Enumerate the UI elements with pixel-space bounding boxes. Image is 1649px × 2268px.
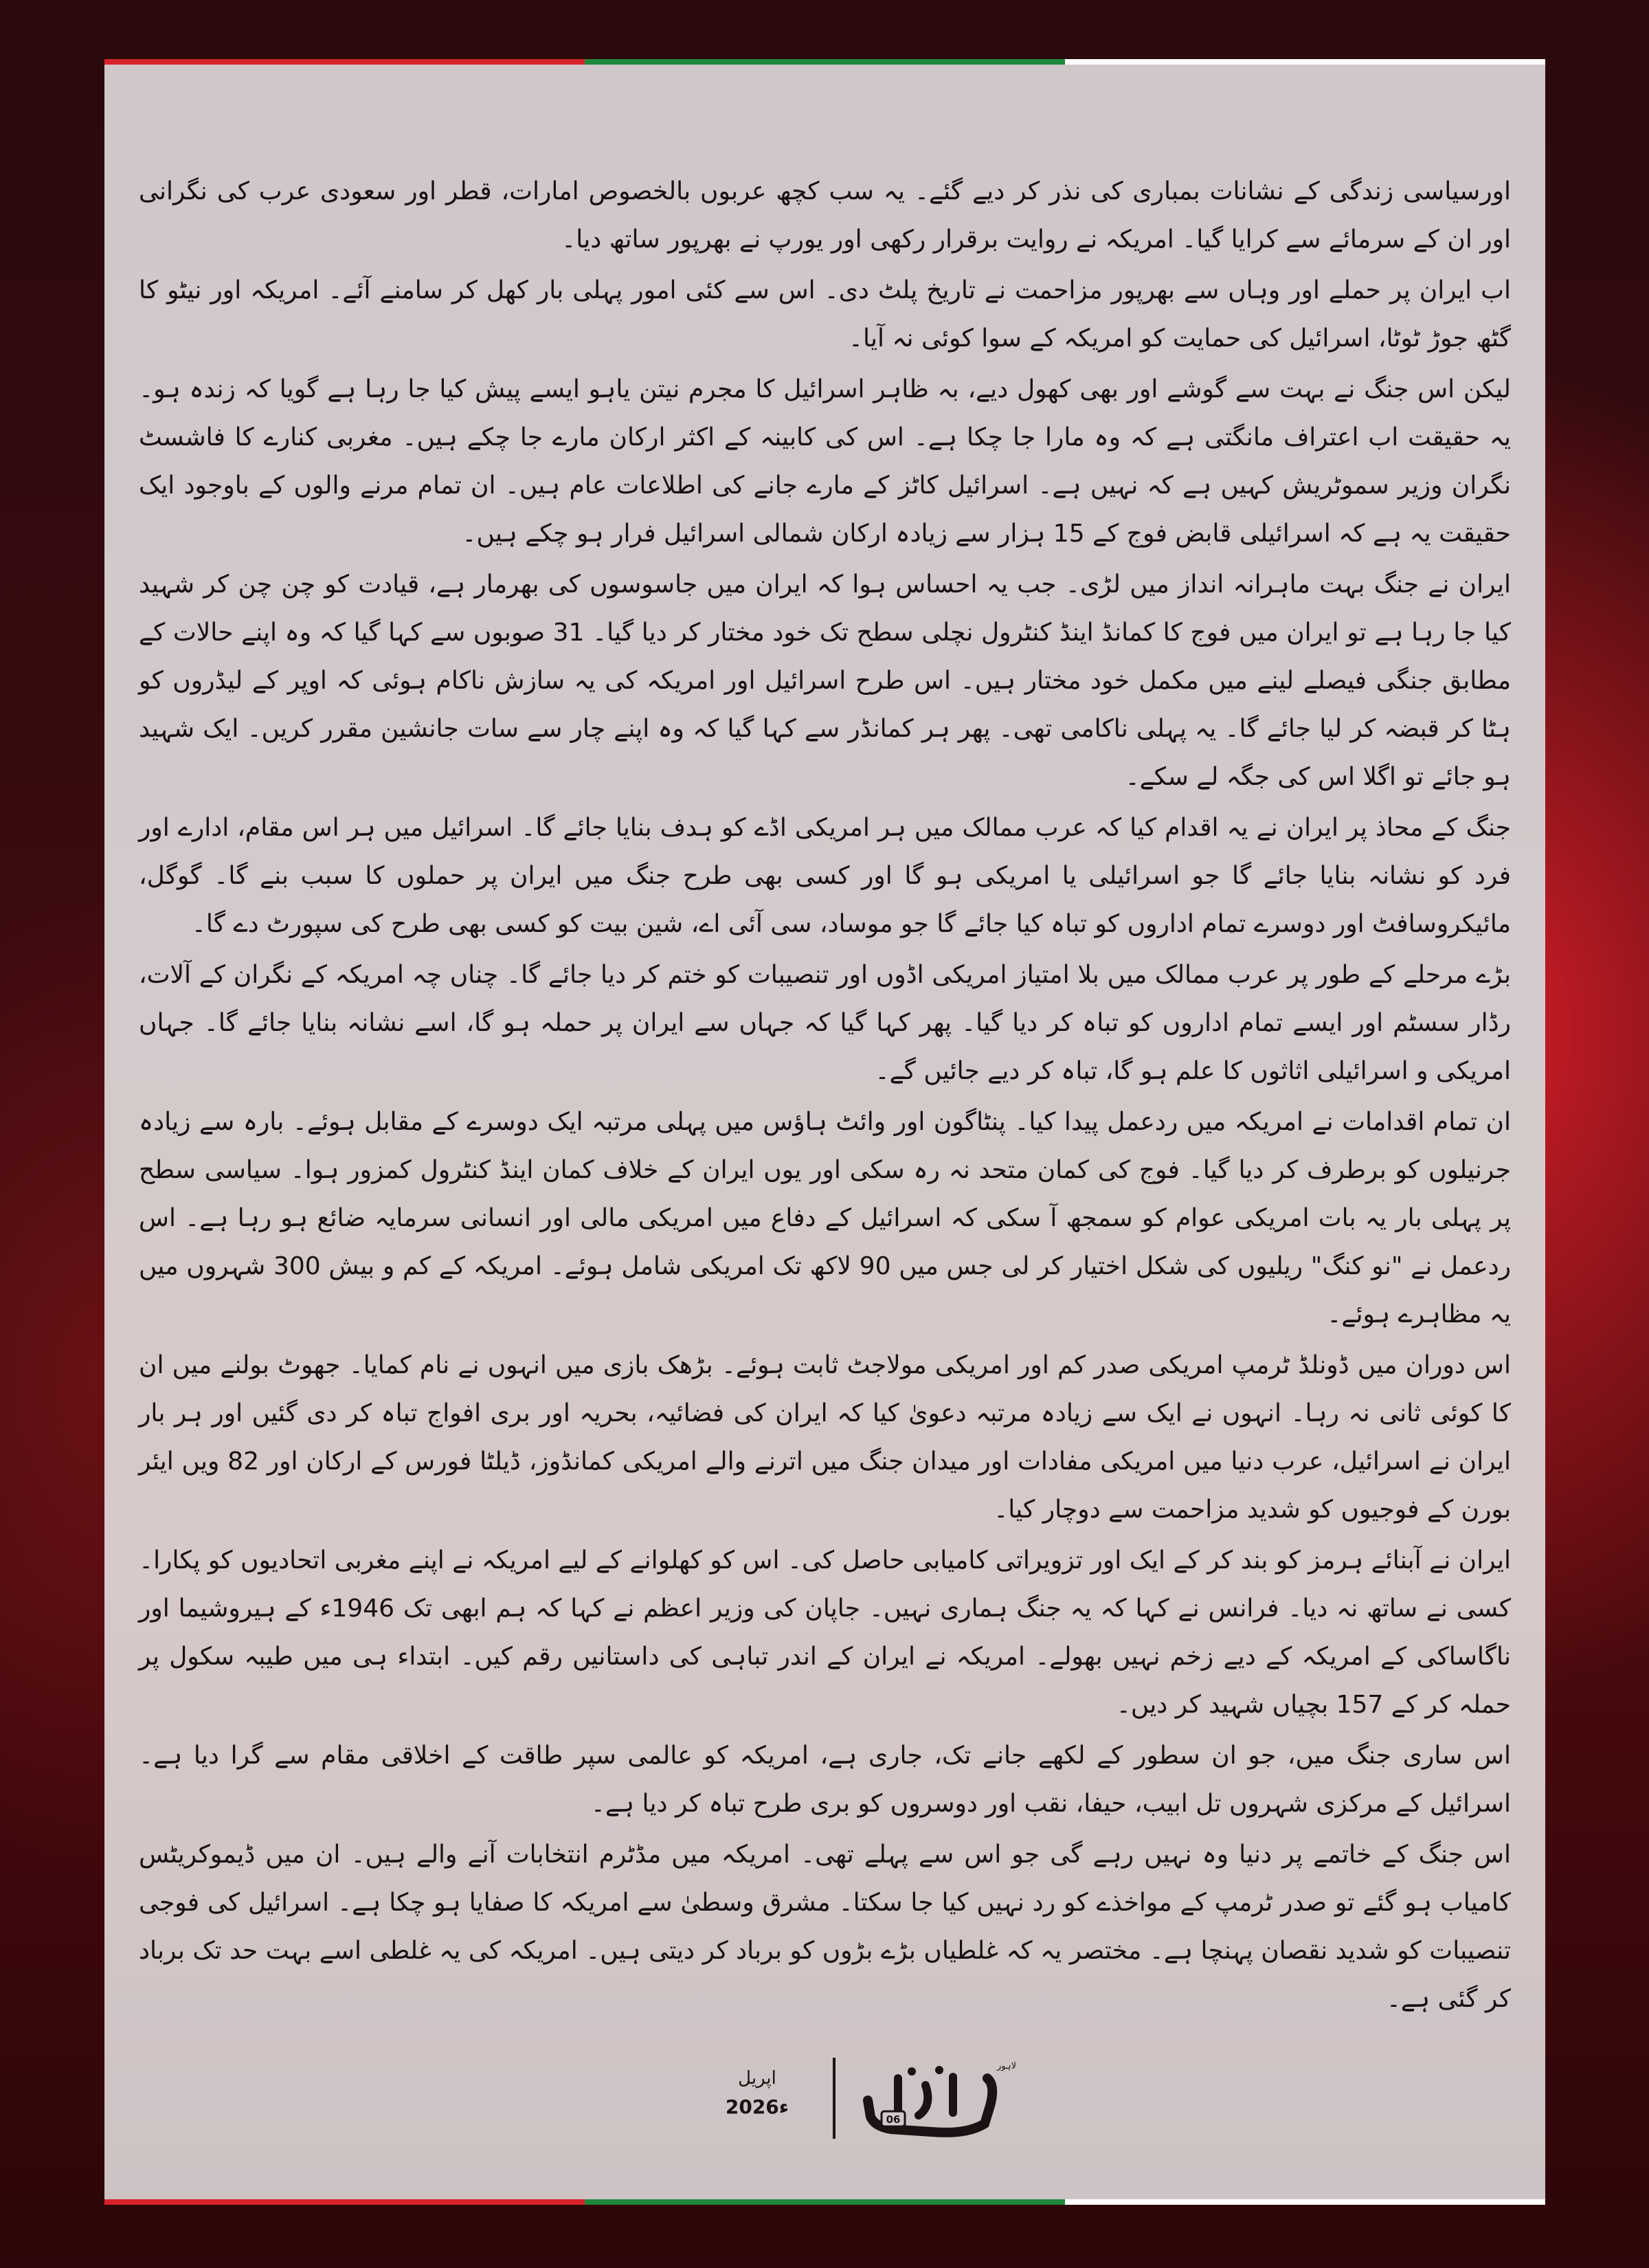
paragraph-1: اورسیاسی زندگی کے نشانات بمباری کی نذر کر دیے گئے۔ یہ سب کچھ عربوں بالخصوص امارات، قطر اور سعودی عرب کی نگرانی اور ان کے سرمائے سے کرایا گیا۔ امریکہ نے روایت برقرار رکھی اور یورپ نے بھرپور ساتھ دیا۔ [139, 177, 1511, 254]
paragraph-6: بڑے مرحلے کے طور پر عرب ممالک میں بلا امتیاز امریکی اڈوں اور تنصیبات کو ختم کر دیا جائے گا۔ چناں چہ امریکہ کے نگران کے آلات، رڈار سسٹم اور ایسے تمام اداروں کو تباہ کر دیا گیا۔ پھر کہا گیا کہ جہاں سے ایران پر حملہ ہو گا، اسے نشانہ بنایا جائے گا۔ جہاں امریکی و اسرائیلی اثاثوں کا علم ہو گا، تباہ کر دیے جائیں گے۔ [139, 961, 1511, 1085]
issue-date [695, 2065, 819, 2122]
issue-year: 2026ء [725, 2095, 789, 2118]
top-flag-stripe [104, 59, 1545, 65]
issue-month: اپریل [738, 2068, 776, 2089]
paragraph-2: اب ایران پر حملے اور وہاں سے بھرپور مزاحمت نے تاریخ پلٹ دی۔ اس سے کئی امور پہلی بار کھل کر سامنے آئے۔ امریکہ اور نیٹو کا گٹھ جوڑ ٹوٹا، اسرائیل کی حمایت کو امریکہ کے سوا کوئی نہ آیا۔ [139, 276, 1511, 353]
paragraph-8: اس دوران میں ڈونلڈ ٹرمپ امریکی صدر کم اور امریکی مولاجٹ ثابت ہوئے۔ بڑھک بازی میں انہوں نے نام کمایا۔ جھوٹ بولنے میں ان کا کوئی ثانی نہ رہا۔ انہوں نے ایک سے زیادہ مرتبہ دعویٰ کیا کہ ایران کی فضائیہ، بحریہ اور بری افواج تباہ کر دی گئیں اور ہر بار ایران نے اسرائیل، عرب دنیا میں امریکی مفادات اور میدان جنگ میں اترنے والے امریکی کمانڈوز، ڈیلٹا فورس کے ارکان اور 82 ویں ایئر بورن کے فوجیوں کو شدید مزاحمت سے دوچار کیا۔ [139, 1351, 1511, 1524]
paragraph-11: اس جنگ کے خاتمے پر دنیا وہ نہیں رہے گی جو اس سے پہلے تھی۔ امریکہ میں مڈٹرم انتخابات آنے والے ہیں۔ ان میں ڈیموکریٹس کامیاب ہو گئے تو صدر ٹرمپ کے مواخذے کو رد نہیں کیا جا سکتا۔ مشرق وسطیٰ سے امریکہ کا صفایا ہو چکا ہے۔ اسرائیل کی فوجی تنصیبات کو شدید نقصان پہنچا ہے۔ مختصر یہ کہ غلطیاں بڑے بڑوں کو برباد کر دیتی ہیں۔ امریکہ کی یہ غلطی اسے بہت حد تک برباد کر گئی ہے۔ [139, 1841, 1511, 2013]
article-body [139, 168, 1511, 2023]
page-footer [104, 2037, 1545, 2168]
paragraph-5: جنگ کے محاذ پر ایران نے یہ اقدام کیا کہ عرب ممالک میں ہر امریکی اڈے کو ہدف بنایا جائے گا۔ اسرائیل میں ہر اس مقام، ادارے اور فرد کو نشانہ بنایا جائے گا جو اسرائیلی یا امریکی ہو گا اور کسی بھی طرح جنگ میں ایران پر حملوں کا سبب بنے گا۔ گوگل، مائیکروسافٹ اور دوسرے تمام اداروں کو تباہ کیا جائے گا جو موساد، سی آئی اے، شین بیت کو کسی بھی طرح کی سپورٹ دے گا۔ [139, 814, 1511, 938]
paragraph-7: ان تمام اقدامات نے امریکہ میں ردعمل پیدا کیا۔ پنٹاگون اور وائٹ ہاؤس میں پہلی مرتبہ ایک دوسرے کے مقابل ہوئے۔ بارہ سے زیادہ جرنیلوں کو برطرف کر دیا گیا۔ فوج کی کمان متحد نہ رہ سکی اور یوں ایران کے خلاف کمان اینڈ کنٹرول کمزور ہوا۔ سیاسی سطح پر پہلی بار یہ بات امریکی عوام کو سمجھ آ سکی کہ اسرائیل کے دفاع میں امریکی مالی اور انسانی سرمایہ ضائع ہو رہا ہے۔ اس ردعمل نے "نو کنگ" ریلیوں کی شکل اختیار کر لی جس میں 90 لاکھ تک امریکی شامل ہوئے۔ امریکہ کے کم و بیش 300 شہروں میں یہ مظاہرے ہوئے۔ [139, 1108, 1511, 1328]
footer-divider [833, 2058, 835, 2139]
logo-city: لاہور [997, 2061, 1017, 2071]
paragraph-10: اس ساری جنگ میں، جو ان سطور کے لکھے جانے تک، جاری ہے، امریکہ کو عالمی سپر طاقت کے اخلاقی مقام سے گرا دیا ہے۔ اسرائیل کے مرکزی شہروں تل ابیب، حیفا، نقب اور دوسروں کو بری طرح تباہ کر دیا ہے۔ [139, 1742, 1512, 1818]
bottom-flag-stripe [104, 2199, 1545, 2205]
paragraph-9: ایران نے آبنائے ہرمز کو بند کر کے ایک اور تزویراتی کامیابی حاصل کی۔ اس کو کھلوانے کے لیے امریکہ نے اپنے مغربی اتحادیوں کو پکارا۔ کسی نے ساتھ نہ دیا۔ فرانس نے کہا کہ یہ جنگ ہماری نہیں۔ جاپان کی وزیر اعظم نے کہا کہ ہم ابھی تک 1946ء کے ہیروشیما اور ناگاساکی کے امریکہ کے دیے زخم نہیں بھولے۔ امریکہ نے ایران کے اندر تباہی کی داستانیں رقم کیں۔ ابتداء ہی میں طیبہ سکول پر حملہ کر کے 157 بچیاں شہید کر دیں۔ [139, 1546, 1511, 1719]
paragraph-4: ایران نے جنگ بہت ماہرانہ انداز میں لڑی۔ جب یہ احساس ہوا کہ ایران میں جاسوسوں کی بھرمار ہے، قیادت کو چن چن کر شہید کیا جا رہا ہے تو ایران میں فوج کا کمانڈ اینڈ کنٹرول نچلی سطح تک خود مختار کر دیا گیا۔ 31 صوبوں سے کہا گیا کہ وہ اپنے حالات کے مطابق جنگی فیصلے لینے میں مکمل خود مختار ہیں۔ اس طرح اسرائیل اور امریکہ کی یہ سازش ناکام ہوئی کہ اوپر کے لیڈروں کو ہٹا کر قبضہ کر لیا جائے گا۔ یہ پہلی ناکامی تھی۔ پھر ہر کمانڈر سے کہا گیا کہ وہ اپنے چار سے سات جانشین مقرر کریں۔ ایک شہید ہو جائے تو اگلا اس کی جگہ لے سکے۔ [139, 570, 1511, 791]
paragraph-3: لیکن اس جنگ نے بہت سے گوشے اور بھی کھول دیے، بہ ظاہر اسرائیل کا مجرم نیتن یاہو ایسے پیش کیا جا رہا ہے گویا کہ زندہ ہو۔ یہ حقیقت اب اعتراف مانگتی ہے کہ وہ مارا جا چکا ہے۔ اس کی کابینہ کے اکثر ارکان مارے جا چکے ہیں۔ مغربی کنارے کا فاشسٹ نگران وزیر سموٹریش کہیں ہے کہ نہیں ہے۔ اسرائیل کاٹز کے مارے جانے کی اطلاعات عام ہیں۔ ان تمام مرنے والوں کے باوجود ایک حقیقت یہ ہے کہ اسرائیلی قابض فوج کے 15 ہزار سے زیادہ ارکان شمالی اسرائیل فرار ہو چکے ہیں۔ [139, 375, 1511, 548]
magazine-logo [850, 2058, 1017, 2140]
logo-issue-number: 06 [886, 2113, 901, 2126]
article-panel [104, 65, 1545, 2199]
